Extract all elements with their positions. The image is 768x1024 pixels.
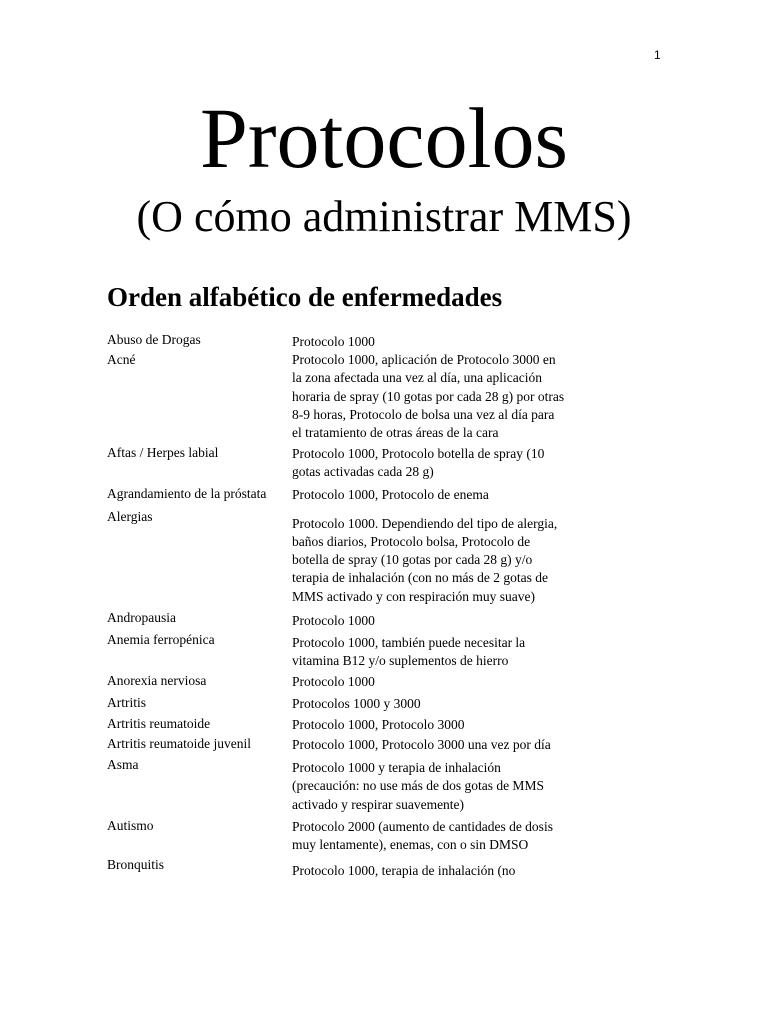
page-number: 1 [654, 48, 661, 62]
protocol-description: Protocolo 1000, también puede necesitar la vitamina B12 y/o suplementos de hierro [292, 635, 526, 669]
disease-name: Artritis reumatoide juvenil [107, 736, 251, 752]
list-item [107, 735, 567, 754]
page-title: Protocolos [200, 90, 568, 186]
list-item [107, 331, 567, 351]
list-item [107, 631, 567, 670]
protocol-description: Protocolo 1000, Protocolo botella de spray (10 gotas activadas cada 28 g) [292, 446, 545, 480]
list-item [107, 856, 567, 880]
protocol-description: Protocolo 1000 [292, 334, 375, 349]
disease-name: Alergias [107, 508, 153, 524]
disease-name: Bronquitis [107, 857, 165, 873]
protocol-description: Protocolo 1000, aplicación de Protocolo 3000 en la zona afectada una vez al día, una aplicación horaria de spray (10 gotas por cada 28 g) por otras 8-9 horas, Protocolo de bolsa una vez al día para el tratamiento de otras áreas de la cara [292, 352, 565, 441]
protocol-description: Protocolo 1000 y terapia de inhalación (precaución: no use más de dos gotas de MMS activado y respirar suavemente) [292, 760, 544, 812]
protocol-description: Protocolo 2000 (aumento de cantidades de dosis muy lentamente), enemas, con o sin DMSO [292, 818, 553, 853]
protocol-description: Protocolo 1000, Protocolo 3000 [292, 716, 465, 732]
page-subtitle: (O cómo administrar MMS) [136, 192, 632, 241]
disease-name: Artritis [107, 694, 146, 710]
disease-name: Asma [107, 757, 139, 773]
disease-name: Acné [107, 352, 136, 368]
list-item [107, 444, 567, 481]
protocol-description: Protocolo 1000. Dependiendo del tipo de alergia, baños diarios, Protocolo bolsa, Protocolo de botella de spray (10 gotas por cada 28 g) y/o terapia de inhalación (con no más de 2 gotas de MMS activado y con respiración muy suave) [292, 515, 558, 604]
disease-name: Artritis reumatoide [107, 715, 211, 731]
section-heading: Orden alfabético de enfermedades [107, 282, 503, 312]
list-item [107, 485, 567, 504]
list-item [107, 817, 567, 854]
protocol-description: Protocolo 1000 [292, 674, 375, 690]
list-item [107, 756, 567, 814]
protocol-description: Protocolo 1000, terapia de inhalación (no [292, 863, 516, 879]
protocol-description: Protocolo 1000, Protocolo 3000 una vez por día [292, 737, 551, 753]
list-item [107, 609, 567, 630]
disease-name: Anorexia nerviosa [107, 673, 207, 689]
protocol-description: Protocolo 1000, Protocolo de enema [292, 486, 489, 502]
protocol-description: Protocolos 1000 y 3000 [292, 695, 421, 711]
disease-name: Anemia ferropénica [107, 632, 215, 648]
list-item [107, 672, 567, 691]
list-item [107, 508, 567, 606]
list-item [107, 351, 567, 442]
disease-name: Abuso de Drogas [107, 332, 201, 347]
disease-name: Agrandamiento de la próstata [107, 485, 267, 501]
disease-name: Andropausia [107, 609, 176, 625]
list-item [107, 715, 567, 734]
list-item [107, 694, 567, 713]
disease-protocol-list [107, 331, 567, 880]
disease-name: Aftas / Herpes labial [107, 445, 219, 461]
protocol-description: Protocolo 1000 [292, 612, 375, 628]
disease-name: Autismo [107, 817, 154, 833]
